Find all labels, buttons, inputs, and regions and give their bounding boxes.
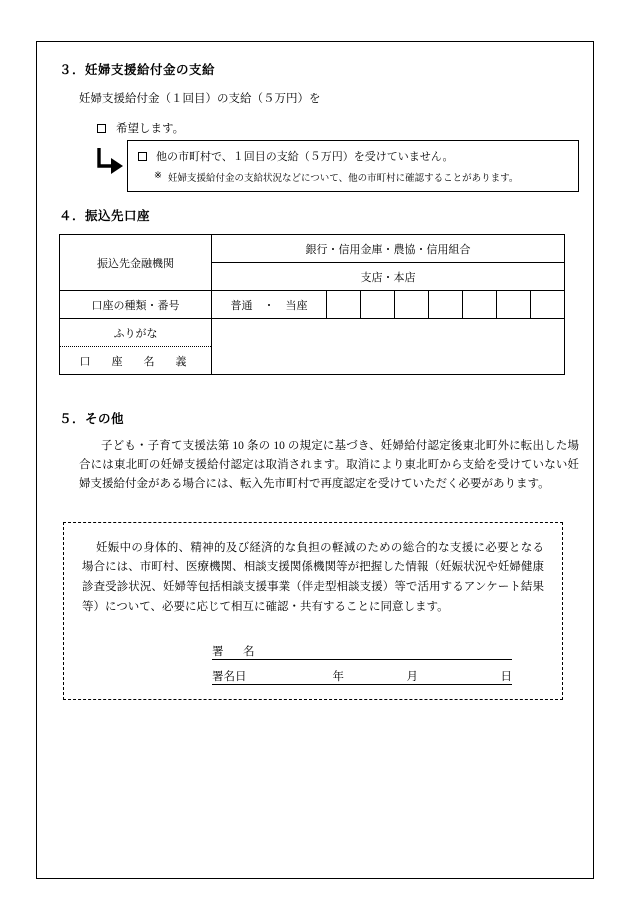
signature-date-label: 署名日 <box>212 671 247 684</box>
note-line-2: 妊婦支援給付金の支給状況などについて、他の市町村に確認することがあります。 <box>167 174 519 184</box>
section-5 <box>53 409 579 494</box>
day-label: 日 <box>500 671 512 684</box>
account-number-digit[interactable] <box>327 291 361 319</box>
account-holder-value[interactable] <box>212 319 565 375</box>
table-row <box>60 291 565 319</box>
consent-box <box>63 522 563 700</box>
account-number-digit[interactable] <box>497 291 531 319</box>
section-5-paragraph: 子ども・子育て支援法第 10 条の 10 の規定に基づき、妊婦給付認定後東北町外に転出した場合には東北町の妊婦支援給付認定は取消されます。取消により東北町から支給を受けていない妊婦支援給付金がある場合には、転入先市町村で再度認定を受けていただく必要があります。 <box>79 440 579 490</box>
section-5-body <box>53 437 579 494</box>
month-label: 月 <box>406 671 418 684</box>
consent-text-wrap <box>82 539 544 617</box>
section-3-note-group <box>53 140 579 192</box>
table-row <box>60 235 565 263</box>
checkbox-icon[interactable] <box>97 124 106 133</box>
signature-row[interactable] <box>212 639 512 660</box>
wish-label: 希望します。 <box>116 123 185 135</box>
note-line-1: 他の市町村で、１回目の支給（５万円）を受けていません。 <box>156 151 454 163</box>
note-checkbox-row[interactable] <box>138 148 570 164</box>
note-box <box>127 140 579 192</box>
note-mark: ※ <box>154 171 162 181</box>
account-number-digit[interactable] <box>361 291 395 319</box>
account-number-digit[interactable] <box>429 291 463 319</box>
account-number-digit[interactable] <box>395 291 429 319</box>
note-asterisk-row <box>138 170 570 184</box>
bank-account-table <box>59 234 565 375</box>
signature-area <box>82 639 544 685</box>
bank-name-label: 振込先金融機関 <box>60 235 212 291</box>
section-3-lead-text: 妊婦支援給付金（１回目）の支給（５万円）を <box>79 93 321 105</box>
signature-label: 署 名 <box>212 646 259 659</box>
account-number-digit[interactable] <box>531 291 565 319</box>
account-number-digit[interactable] <box>463 291 497 319</box>
arrow-down-right-icon <box>93 146 127 180</box>
consent-paragraph: 妊娠中の身体的、精神的及び経済的な負担の軽減のための総合的な支援に必要となる場合には、市町村、医療機関、相談支援関係機関等が把握した情報（妊娠状況や妊婦健康診査受診状況、妊婦等包括相談支援事業（伴走型相談支援）等で活用するアンケート結果等）について、必要に応じて相互に確認・共有することに同意します。 <box>82 541 544 613</box>
furigana-label: ふりがな <box>60 319 212 347</box>
account-holder-label: 口 座 名 義 <box>60 347 212 375</box>
page-content <box>53 60 579 700</box>
signature-date-row[interactable] <box>212 664 512 685</box>
year-label: 年 <box>332 671 344 684</box>
section-5-heading: ５．その他 <box>59 412 125 426</box>
table-row <box>60 319 565 347</box>
wish-checkbox-row[interactable] <box>53 120 579 136</box>
account-type-number-label: 口座の種類・番号 <box>60 291 212 319</box>
section-4-heading: ４．振込先口座 <box>59 209 151 223</box>
section-3-heading: ３．妊婦支援給付金の支給 <box>59 63 216 77</box>
branch-type-value[interactable]: 支店・本店 <box>212 263 565 291</box>
document-page <box>36 41 594 879</box>
account-type-value[interactable]: 普通 ・ 当座 <box>212 291 327 319</box>
section-4 <box>53 206 579 375</box>
checkbox-icon[interactable] <box>138 152 147 161</box>
bank-type-value[interactable]: 銀行・信用金庫・農協・信用組合 <box>212 235 565 263</box>
